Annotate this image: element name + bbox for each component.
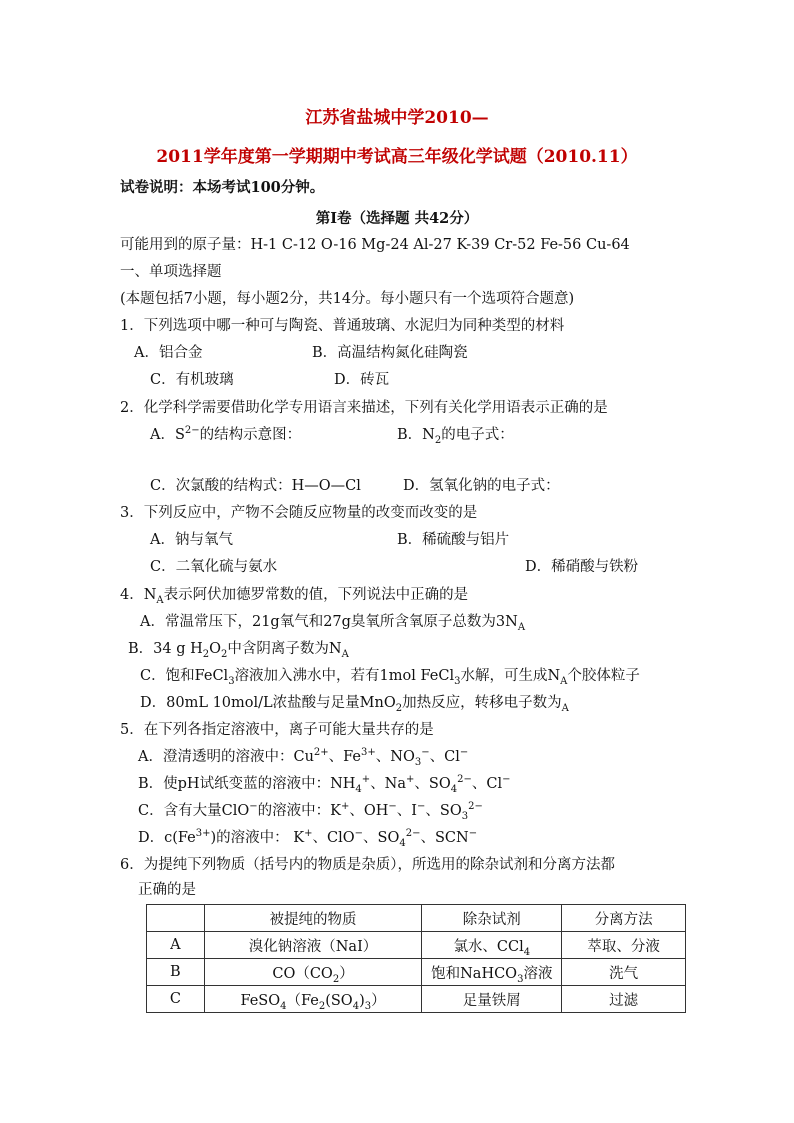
table-cell-label: B bbox=[147, 959, 205, 986]
q4-option-d: D．80mL 10mol/L浓盐酸与足量MnO$_2$加热反应，转移电子数为$_A$ bbox=[140, 695, 569, 714]
q3-option-d: D．稀硝酸与铁粉 bbox=[525, 559, 639, 575]
q5-option-d: D．$c(Fe^{3+})$的溶液中： K+、ClO−、$SO_4^{2-}$、SCN− bbox=[138, 828, 478, 849]
q1-option-c: C．有机玻璃 bbox=[150, 372, 234, 388]
section-title: 第Ⅰ卷（选择题 共42分） bbox=[315, 210, 479, 227]
part-title: 一、单项选择题 bbox=[120, 264, 222, 280]
q6-stem-line-1: 6．为提纯下列物质（括号内的物质是杂质），所选用的除杂试剂和分离方法都 bbox=[120, 857, 615, 873]
table-cell-method: 洗气 bbox=[562, 959, 686, 986]
q2-option-c: C．次氯酸的结构式：H—O—Cl bbox=[150, 478, 361, 494]
table-cell-reagent: 氯水、CCl$_4$ bbox=[422, 932, 562, 959]
title-line-1: 江苏省盐城中学2010— bbox=[305, 108, 489, 128]
q1-option-b: B．高温结构氮化硅陶瓷 bbox=[312, 345, 468, 361]
q3-stem: 3．下列反应中，产物不会随反应物量的改变而改变的是 bbox=[120, 505, 478, 521]
table-cell-method: 萃取、分液 bbox=[562, 932, 686, 959]
q3-option-c: C．二氧化硫与氨水 bbox=[150, 559, 278, 575]
q5-stem: 5．在下列各指定溶液中，离子可能大量共存的是 bbox=[120, 722, 434, 738]
q5-option-c: C．含有大量ClO−的溶液中：K+、OH−、I−、$SO_3^{2-}$ bbox=[138, 801, 483, 822]
q1-option-d: D．砖瓦 bbox=[334, 372, 390, 388]
q6-stem-line-2: 正确的是 bbox=[138, 882, 196, 898]
q2-option-d: D．氢氧化钠的电子式： bbox=[403, 478, 560, 494]
q6-purification-table bbox=[146, 904, 686, 1013]
table-row bbox=[147, 959, 686, 986]
table-cell-substance: $CO(CO_2)$ bbox=[204, 959, 422, 986]
table-row bbox=[147, 932, 686, 959]
table-header-cell bbox=[147, 905, 205, 932]
table-header-cell: 被提纯的物质 bbox=[204, 905, 422, 932]
table-header-cell: 除杂试剂 bbox=[422, 905, 562, 932]
exam-note: 试卷说明：本场考试100分钟。 bbox=[120, 179, 325, 196]
part-instructions: (本题包括7小题，每小题2分，共14分。每小题只有一个选项符合题意) bbox=[120, 291, 575, 307]
table-cell-reagent: 饱和NaHCO$_3$溶液 bbox=[422, 959, 562, 986]
atomic-masses: 可能用到的原子量：H-1 C-12 O-16 Mg-24 Al-27 K-39 Cr-52 Fe-56 Cu-64 bbox=[120, 237, 630, 253]
table-header-row bbox=[147, 905, 686, 932]
q4-option-c: C．饱和FeCl$_3$溶液加入沸水中，若有1mol FeCl$_3$水解，可生成$N_A$个胶体粒子 bbox=[140, 668, 640, 687]
q2-option-a: A．$S^{2-}$的结构示意图： bbox=[150, 425, 302, 443]
table-cell-label: A bbox=[147, 932, 205, 959]
q1-stem: 1．下列选项中哪一种可与陶瓷、普通玻璃、水泥归为同种类型的材料 bbox=[120, 318, 565, 334]
table-cell-method: 过滤 bbox=[562, 986, 686, 1013]
q1-option-a: A．铝合金 bbox=[134, 345, 203, 361]
table-cell-reagent: 足量铁屑 bbox=[422, 986, 562, 1013]
table-cell-label: C bbox=[147, 986, 205, 1013]
table-header-cell: 分离方法 bbox=[562, 905, 686, 932]
table-cell-substance: 溴化钠溶液（NaI） bbox=[204, 932, 422, 959]
q4-stem: 4．$N_A$表示阿伏加德罗常数的值，下列说法中正确的是 bbox=[120, 587, 469, 606]
q3-option-a: A．钠与氧气 bbox=[150, 532, 233, 548]
q4-option-b: B．34 g $H_2O_2$中含阴离子数为$N_A$ bbox=[128, 641, 349, 660]
q4-option-a: A．常温常压下，21g氧气和27g臭氧所含氧原子总数为$3N_A$ bbox=[140, 614, 526, 633]
q5-option-b: B．使pH试纸变蓝的溶液中：$NH_4^+$、Na+、$SO_4^{2-}$、Cl− bbox=[138, 774, 511, 795]
q2-option-b: B．$N_2$的电子式： bbox=[397, 427, 514, 446]
title-line-2: 2011学年度第一学期期中考试高三年级化学试题（2010.11） bbox=[156, 147, 638, 167]
table-cell-substance: $FeSO_4(Fe_2(SO_4)_3)$ bbox=[204, 986, 422, 1013]
q3-option-b: B．稀硫酸与铝片 bbox=[397, 532, 510, 548]
q5-option-a: A．澄清透明的溶液中：$Cu^{2+}$、$Fe^{3+}$、$NO_3^-$、Cl− bbox=[138, 747, 469, 768]
table-row bbox=[147, 986, 686, 1013]
q2-stem: 2．化学科学需要借助化学专用语言来描述，下列有关化学用语表示正确的是 bbox=[120, 400, 608, 416]
